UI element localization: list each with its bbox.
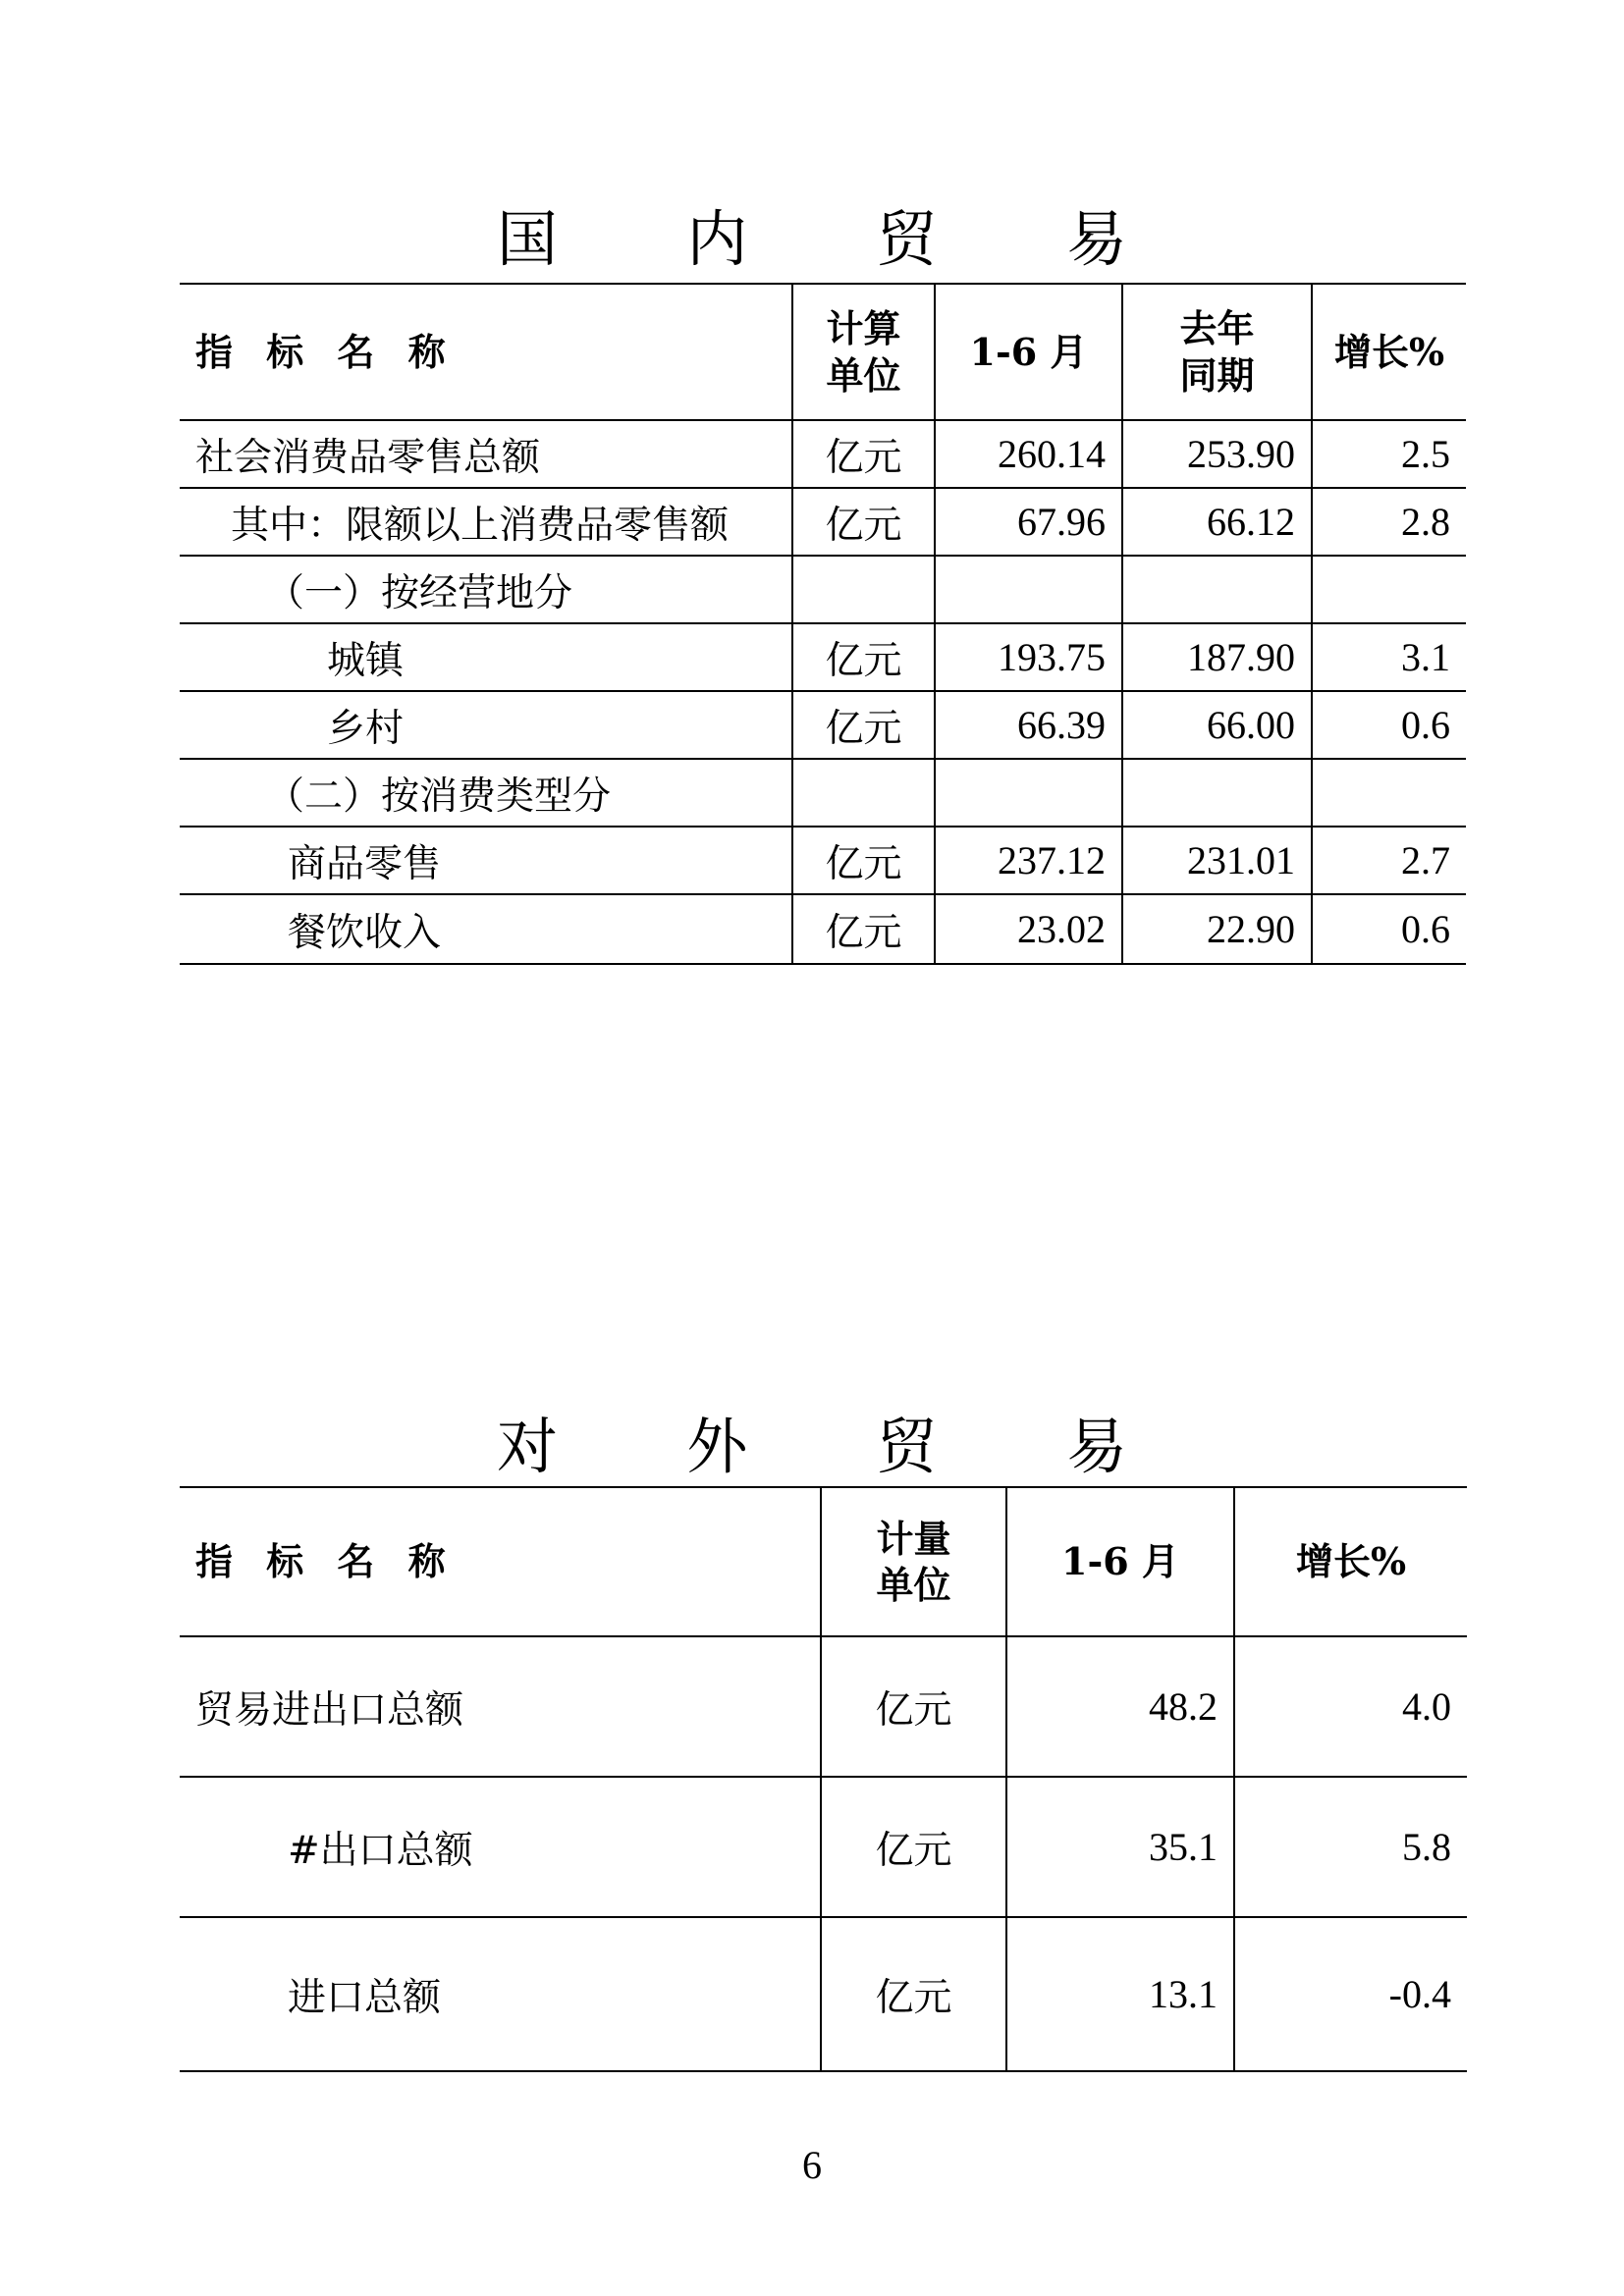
row-value: 67.96: [935, 488, 1122, 556]
row-value: 193.75: [935, 623, 1122, 691]
row-indicator-name: 餐饮收入: [180, 894, 792, 964]
foreign-trade-title: 对 外 贸 易: [497, 1411, 1182, 1482]
row-indicator-name: 其中：限额以上消费品零售额: [180, 488, 792, 556]
row-growth: 4.0: [1234, 1636, 1467, 1777]
domestic-trade-table: [180, 283, 1466, 965]
row-last-year: 187.90: [1122, 623, 1312, 691]
row-indicator-name: 乡村: [180, 691, 792, 759]
row-indicator-name: #出口总额: [180, 1777, 821, 1917]
header-last-year: 去年 同期: [1122, 284, 1312, 420]
row-unit: 亿元: [792, 894, 935, 964]
row-value: 237.12: [935, 827, 1122, 894]
table-row: [180, 1777, 1467, 1917]
table-row: [180, 1636, 1467, 1777]
row-indicator-name: 进口总额: [180, 1917, 821, 2071]
row-last-year: 66.00: [1122, 691, 1312, 759]
row-value: [935, 556, 1122, 623]
table-row: [180, 420, 1466, 488]
row-unit: 亿元: [792, 623, 935, 691]
row-growth: 0.6: [1312, 894, 1466, 964]
row-growth: 5.8: [1234, 1777, 1467, 1917]
row-last-year: [1122, 556, 1312, 623]
row-unit: 亿元: [821, 1917, 1006, 2071]
row-value: 260.14: [935, 420, 1122, 488]
row-unit: 亿元: [821, 1777, 1006, 1917]
table-row: [180, 691, 1466, 759]
table-row: [180, 556, 1466, 623]
table-row: [180, 623, 1466, 691]
table-row: [180, 894, 1466, 964]
header-period: 1-6 月: [1006, 1487, 1234, 1636]
row-value: [935, 759, 1122, 827]
table-row: [180, 827, 1466, 894]
row-unit: [792, 556, 935, 623]
header-period: 1-6 月: [935, 284, 1122, 420]
row-indicator-name: 商品零售: [180, 827, 792, 894]
row-indicator-name: 社会消费品零售总额: [180, 420, 792, 488]
row-value: 35.1: [1006, 1777, 1234, 1917]
row-value: 23.02: [935, 894, 1122, 964]
header-unit: 计量 单位: [821, 1487, 1006, 1636]
row-growth: 2.5: [1312, 420, 1466, 488]
row-growth: 2.8: [1312, 488, 1466, 556]
row-growth: 3.1: [1312, 623, 1466, 691]
row-last-year: 253.90: [1122, 420, 1312, 488]
row-unit: 亿元: [792, 691, 935, 759]
row-growth: 2.7: [1312, 827, 1466, 894]
row-growth: -0.4: [1234, 1917, 1467, 2071]
row-indicator-name: （二）按消费类型分: [180, 759, 792, 827]
row-unit: [792, 759, 935, 827]
row-unit: 亿元: [792, 827, 935, 894]
table-header-row: [180, 1487, 1467, 1636]
row-value: 66.39: [935, 691, 1122, 759]
table-row: [180, 488, 1466, 556]
header-unit: 计算 单位: [792, 284, 935, 420]
row-growth: 0.6: [1312, 691, 1466, 759]
page-number: 6: [802, 2143, 822, 2187]
row-unit: 亿元: [792, 488, 935, 556]
row-last-year: 66.12: [1122, 488, 1312, 556]
row-last-year: 22.90: [1122, 894, 1312, 964]
header-growth: 增长%: [1312, 284, 1466, 420]
header-growth: 增长%: [1234, 1487, 1467, 1636]
table-row: [180, 759, 1466, 827]
row-growth: [1312, 556, 1466, 623]
row-value: 13.1: [1006, 1917, 1234, 2071]
domestic-trade-title: 国 内 贸 易: [497, 203, 1182, 275]
header-indicator-name: 指标名称: [180, 284, 792, 420]
row-last-year: 231.01: [1122, 827, 1312, 894]
row-indicator-name: 城镇: [180, 623, 792, 691]
row-indicator-name: 贸易进出口总额: [180, 1636, 821, 1777]
header-indicator-name: 指标名称: [180, 1487, 821, 1636]
row-unit: 亿元: [792, 420, 935, 488]
row-last-year: [1122, 759, 1312, 827]
row-growth: [1312, 759, 1466, 827]
table-header-row: [180, 284, 1466, 420]
table-row: [180, 1917, 1467, 2071]
row-unit: 亿元: [821, 1636, 1006, 1777]
foreign-trade-table: [180, 1486, 1467, 2072]
row-indicator-name: （一）按经营地分: [180, 556, 792, 623]
row-value: 48.2: [1006, 1636, 1234, 1777]
